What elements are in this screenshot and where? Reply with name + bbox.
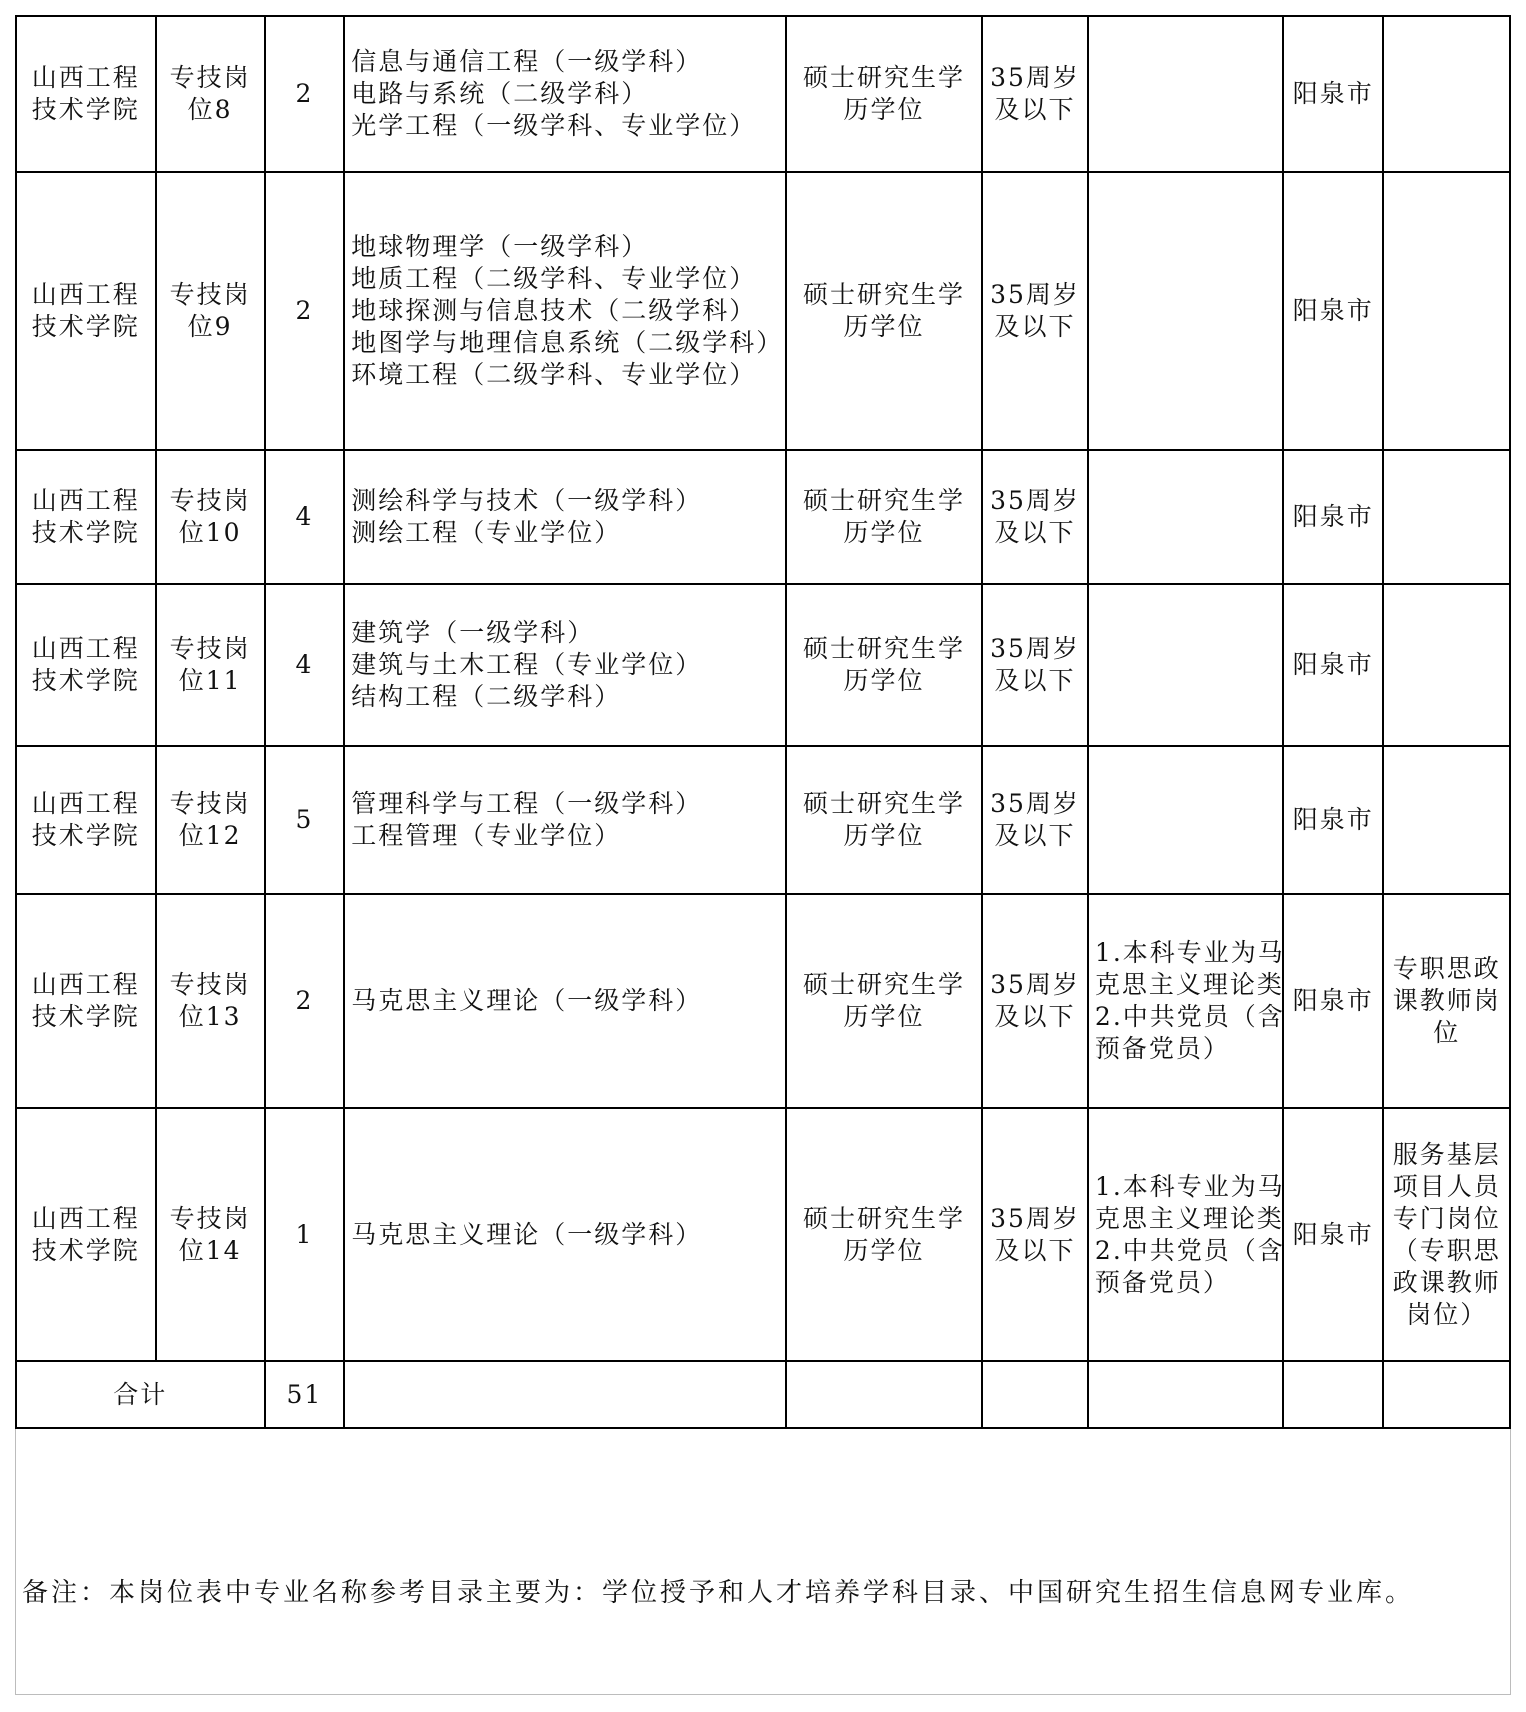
education-line: 硕士研究生学 [803, 486, 966, 515]
count-cell: 2 [265, 894, 345, 1108]
footnote: 备注：本岗位表中专业名称参考目录主要为：学位授予和人才培养学科目录、中国研究生招生信息网专业库。 [22, 1578, 1415, 1608]
post-line: 专技岗 [169, 634, 251, 663]
total-row [16, 1361, 1510, 1428]
education-cell [786, 584, 982, 746]
major-cell [344, 584, 786, 746]
place-cell: 阳泉市 [1283, 16, 1383, 172]
condition-line: 克思主义理论类 [1094, 1203, 1284, 1233]
place-cell: 阳泉市 [1283, 894, 1383, 1108]
count-cell: 5 [265, 746, 345, 894]
major-line: 马克思主义理论（一级学科） [351, 986, 703, 1015]
major-line: 马克思主义理论（一级学科） [351, 1219, 703, 1249]
condition-line: 1.本科专业为马 [1094, 1171, 1285, 1201]
unit-line: 山西工程 [31, 634, 140, 663]
table-row [16, 172, 1510, 450]
condition-line: 预备党员） [1094, 1267, 1230, 1297]
post-line: 专技岗 [169, 1203, 251, 1233]
count-cell: 1 [265, 1108, 345, 1361]
table-row [16, 584, 1510, 746]
condition-line: 预备党员） [1094, 1034, 1230, 1063]
condition-cell [1088, 746, 1283, 894]
unit-cell [16, 450, 156, 584]
major-line: 管理科学与工程（一级学科） [351, 789, 703, 818]
remark-line: 位 [1433, 1018, 1461, 1047]
unit-line: 技术学院 [31, 95, 140, 124]
remark-cell [1383, 584, 1510, 746]
unit-line: 山西工程 [31, 789, 140, 818]
empty-cell [1088, 1361, 1283, 1428]
age-line: 35周岁 [990, 280, 1080, 309]
empty-cell [1283, 1361, 1383, 1428]
table-row [16, 16, 1510, 172]
post-line: 位9 [187, 312, 233, 341]
age-line: 35周岁 [990, 789, 1080, 818]
unit-line: 山西工程 [31, 280, 140, 309]
major-line: 地图学与地理信息系统（二级学科） [351, 328, 784, 357]
major-line: 结构工程（二级学科） [351, 682, 622, 711]
major-line: 测绘工程（专业学位） [351, 518, 622, 547]
unit-cell [16, 746, 156, 894]
remark-cell [1383, 894, 1510, 1108]
education-line: 历学位 [843, 821, 925, 850]
education-line: 硕士研究生学 [803, 634, 966, 663]
education-line: 历学位 [843, 1235, 925, 1265]
major-line: 地质工程（二级学科、专业学位） [351, 264, 757, 293]
place-cell: 阳泉市 [1283, 1108, 1383, 1361]
education-cell [786, 894, 982, 1108]
post-line: 位10 [178, 518, 242, 547]
count-cell: 2 [265, 172, 345, 450]
remark-cell [1383, 746, 1510, 894]
condition-cell [1088, 450, 1283, 584]
post-cell [156, 584, 265, 746]
major-cell [344, 16, 786, 172]
job-table [15, 15, 1511, 1429]
condition-cell [1088, 894, 1283, 1108]
count-cell: 2 [265, 16, 345, 172]
age-cell [982, 894, 1088, 1108]
education-line: 历学位 [843, 666, 925, 695]
post-cell [156, 172, 265, 450]
condition-cell [1088, 172, 1283, 450]
total-count: 51 [265, 1361, 345, 1428]
condition-line: 克思主义理论类 [1094, 970, 1284, 999]
unit-cell [16, 584, 156, 746]
post-cell [156, 450, 265, 584]
post-cell [156, 746, 265, 894]
age-line: 35周岁 [990, 970, 1080, 999]
unit-line: 技术学院 [31, 1002, 140, 1031]
age-line: 35周岁 [990, 634, 1080, 663]
post-cell [156, 16, 265, 172]
remark-cell [1383, 1108, 1510, 1361]
condition-line: 2.中共党员（含 [1094, 1002, 1285, 1031]
condition-line: 2.中共党员（含 [1094, 1235, 1285, 1265]
unit-cell [16, 894, 156, 1108]
unit-line: 山西工程 [31, 970, 140, 999]
major-line: 工程管理（专业学位） [351, 821, 622, 850]
major-cell [344, 1108, 786, 1361]
table-row [16, 894, 1510, 1108]
condition-cell [1088, 584, 1283, 746]
major-cell [344, 172, 786, 450]
table-row [16, 450, 1510, 584]
education-line: 硕士研究生学 [803, 789, 966, 818]
education-cell [786, 172, 982, 450]
place-cell: 阳泉市 [1283, 450, 1383, 584]
age-line: 及以下 [994, 666, 1076, 695]
age-line: 及以下 [994, 1002, 1076, 1031]
major-cell [344, 450, 786, 584]
post-line: 位12 [178, 821, 242, 850]
age-cell [982, 746, 1088, 894]
unit-line: 山西工程 [31, 1203, 140, 1233]
post-line: 专技岗 [169, 63, 251, 92]
age-cell [982, 584, 1088, 746]
table-row [16, 746, 1510, 894]
education-cell [786, 450, 982, 584]
education-line: 硕士研究生学 [803, 1203, 966, 1233]
age-line: 及以下 [994, 821, 1076, 850]
place-cell: 阳泉市 [1283, 584, 1383, 746]
education-line: 历学位 [843, 1002, 925, 1031]
post-line: 专技岗 [169, 970, 251, 999]
unit-line: 技术学院 [31, 1235, 140, 1265]
unit-line: 技术学院 [31, 518, 140, 547]
age-line: 35周岁 [990, 486, 1080, 515]
post-line: 专技岗 [169, 789, 251, 818]
remark-line: 专职思政 [1392, 954, 1501, 983]
unit-line: 技术学院 [31, 666, 140, 695]
unit-line: 技术学院 [31, 821, 140, 850]
education-line: 硕士研究生学 [803, 280, 966, 309]
place-cell: 阳泉市 [1283, 172, 1383, 450]
post-line: 位8 [187, 95, 233, 124]
post-line: 位13 [178, 1002, 242, 1031]
age-line: 及以下 [994, 1235, 1076, 1265]
post-cell [156, 894, 265, 1108]
condition-line: 1.本科专业为马 [1094, 938, 1285, 967]
unit-line: 山西工程 [31, 486, 140, 515]
remark-line: 政课教师 [1392, 1267, 1501, 1297]
education-cell [786, 1108, 982, 1361]
education-line: 历学位 [843, 95, 925, 124]
condition-cell [1088, 16, 1283, 172]
major-line: 测绘科学与技术（一级学科） [351, 486, 703, 515]
age-cell [982, 1108, 1088, 1361]
age-line: 及以下 [994, 95, 1076, 124]
remark-line: 项目人员 [1392, 1171, 1501, 1201]
empty-cell [1383, 1361, 1510, 1428]
education-line: 历学位 [843, 518, 925, 547]
remark-cell [1383, 16, 1510, 172]
major-cell [344, 746, 786, 894]
major-line: 建筑与土木工程（专业学位） [351, 650, 703, 679]
age-line: 35周岁 [990, 1203, 1080, 1233]
age-cell [982, 16, 1088, 172]
empty-cell [786, 1361, 982, 1428]
major-line: 地球探测与信息技术（二级学科） [351, 296, 757, 325]
post-line: 专技岗 [169, 280, 251, 309]
age-line: 及以下 [994, 518, 1076, 547]
remark-line: 专门岗位 [1392, 1203, 1501, 1233]
major-line: 光学工程（一级学科、专业学位） [351, 111, 757, 140]
unit-line: 技术学院 [31, 312, 140, 341]
age-cell [982, 450, 1088, 584]
major-line: 建筑学（一级学科） [351, 618, 595, 647]
count-cell: 4 [265, 450, 345, 584]
major-line: 信息与通信工程（一级学科） [351, 47, 703, 76]
condition-cell [1088, 1108, 1283, 1361]
major-line: 地球物理学（一级学科） [351, 232, 649, 261]
total-label: 合计 [16, 1361, 265, 1428]
empty-cell [982, 1361, 1088, 1428]
major-line: 电路与系统（二级学科） [351, 79, 649, 108]
major-cell [344, 894, 786, 1108]
unit-cell [16, 1108, 156, 1361]
remark-line: 服务基层 [1392, 1139, 1501, 1169]
unit-line: 山西工程 [31, 63, 140, 92]
post-line: 位14 [178, 1235, 242, 1265]
remark-line: （专职思 [1392, 1235, 1501, 1265]
education-line: 硕士研究生学 [803, 970, 966, 999]
age-line: 及以下 [994, 312, 1076, 341]
post-line: 位11 [178, 666, 242, 695]
remark-line: 课教师岗 [1392, 986, 1501, 1015]
remark-cell [1383, 172, 1510, 450]
age-cell [982, 172, 1088, 450]
education-line: 历学位 [843, 312, 925, 341]
post-line: 专技岗 [169, 486, 251, 515]
count-cell: 4 [265, 584, 345, 746]
education-cell [786, 16, 982, 172]
education-line: 硕士研究生学 [803, 63, 966, 92]
education-cell [786, 746, 982, 894]
empty-cell [344, 1361, 786, 1428]
remark-cell [1383, 450, 1510, 584]
unit-cell [16, 16, 156, 172]
major-line: 环境工程（二级学科、专业学位） [351, 360, 757, 389]
age-line: 35周岁 [990, 63, 1080, 92]
post-cell [156, 1108, 265, 1361]
unit-cell [16, 172, 156, 450]
place-cell: 阳泉市 [1283, 746, 1383, 894]
remark-line: 岗位） [1406, 1299, 1488, 1329]
table-row [16, 1108, 1510, 1361]
